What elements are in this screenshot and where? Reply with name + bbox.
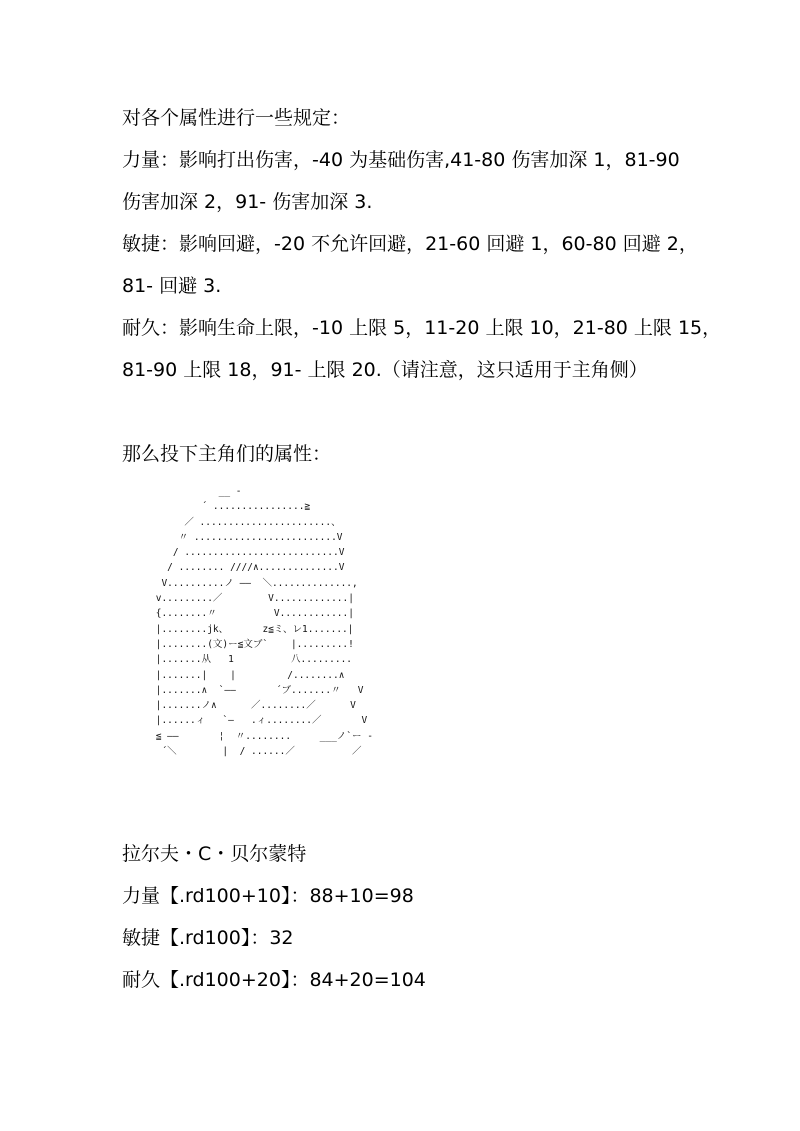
character-name: 拉尔夫・C・贝尔蒙特: [122, 843, 307, 865]
agility-rule-line-1: 敏捷：影响回避，-20 不允许回避，21-60 回避 1，60-80 回避 2，: [122, 233, 698, 255]
endurance-roll: 耐久【.rd100+20】：84+20=104: [122, 969, 426, 991]
agility-rule-line-2: 81- 回避 3.: [122, 275, 222, 297]
endurance-rule-line-1: 耐久：影响生命上限，-10 上限 5，11-20 上限 10，21-80 上限 15，: [122, 317, 722, 339]
strength-roll: 力量【.rd100+10】：88+10=98: [122, 885, 414, 907]
protagonist-intro: 那么投下主角们的属性：: [122, 443, 332, 465]
character-ascii-art: __ - ´ ................≧ ／ .......................、 〃 .........................V / ...........................V / ........ ////∧..............V V..........ノ —— ＼.............., v.........／ V.............| {........〃 V............| |........jk、 z≦ミ、レ1.......| |........(文)ー≦文ブ` |.........! |.......从 1 八......... |.......| | /........∧ |.......∧ `—— ´ブ.......〃 V |.......ノ∧ ／........／ V |......ィ `— .ィ........／ V ≦ —— ¦ 〃........ ___ノ`ー - ´＼ | / ......／ ／: [155, 486, 373, 758]
strength-rule-line-2: 伤害加深 2，91- 伤害加深 3.: [122, 191, 373, 213]
endurance-rule-line-2: 81-90 上限 18，91- 上限 20.（请注意，这只适用于主角侧）: [122, 359, 648, 381]
agility-roll: 敏捷【.rd100】：32: [122, 927, 294, 949]
strength-rule-line-1: 力量：影响打出伤害，-40 为基础伤害,41-80 伤害加深 1，81-90: [122, 149, 680, 171]
rules-heading: 对各个属性进行一些规定：: [122, 107, 351, 129]
